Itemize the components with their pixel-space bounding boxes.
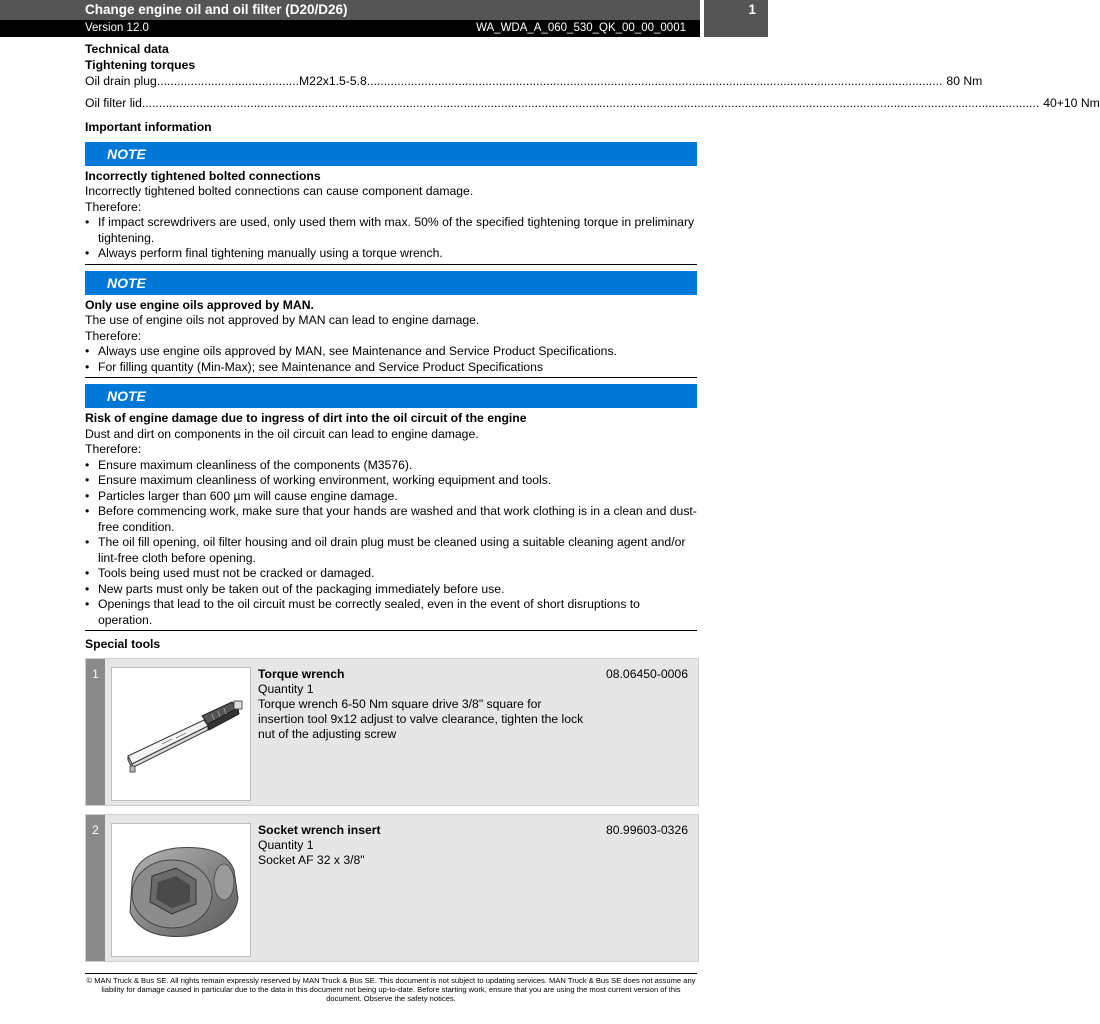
tool-quantity: Quantity 1 (258, 682, 314, 696)
list-item: • Always perform final tightening manually using a torque wrench. (85, 246, 697, 262)
note-text: Incorrectly tightened bolted connections can cause component damage. (85, 184, 474, 198)
version-label: Version 12.0 (85, 22, 149, 34)
list-item: • Always use engine oils approved by MAN, see Maintenance and Service Product Specifications. (85, 344, 697, 360)
list-item: • Tools being used must not be cracked or damaged. (85, 566, 697, 582)
list-item: • For filling quantity (Min-Max); see Maintenance and Service Product Specifications (85, 360, 697, 376)
tool-name: Torque wrench (258, 667, 345, 681)
document-title: Change engine oil and oil filter (D20/D26) (85, 2, 348, 17)
tool-part-number: 80.99603-0326 (605, 823, 688, 837)
torque-wrench-icon (112, 668, 250, 800)
important-info-heading: Important information (85, 120, 212, 134)
copyright-footer: © MAN Truck & Bus SE. All rights remain expressly reserved by MAN Truck & Bus SE. This document is not subject to updating services. MAN Truck & Bus SE does not assume any liability for damage caused in particular due to the data in this document not being up-to-date. Before starting work, ensure that you are using the most current version of this document. Observe the safety notices. (85, 973, 697, 1003)
list-item: • If impact screwdrivers are used, only used them with max. 50% of the specified tightening torque in preliminary tightening. (85, 215, 697, 246)
list-item: • Ensure maximum cleanliness of the components (M3576). (85, 458, 697, 474)
socket-insert-icon (112, 824, 250, 956)
list-item: • New parts must only be taken out of the packaging immediately before use. (85, 582, 697, 598)
special-tools-heading: Special tools (85, 637, 161, 651)
torque-row (85, 95, 1100, 112)
therefore-label: Therefore: (85, 328, 142, 343)
note-title: Incorrectly tightened bolted connections (85, 168, 321, 183)
note-bullets (85, 344, 697, 375)
tool-number: 1 (92, 667, 99, 681)
list-item: • Ensure maximum cleanliness of working environment, working equipment and tools. (85, 473, 697, 489)
main-content (85, 42, 1100, 653)
divider (85, 377, 697, 378)
torque-value: 40+10 Nm (1043, 95, 1100, 110)
leader-dots: ......................................................................................................................................................................................................................................................................... (141, 95, 1040, 110)
note-bullets (85, 215, 697, 262)
tool-image (111, 823, 251, 957)
tool-part-number: 08.06450-0006 (605, 667, 688, 681)
tool-card (85, 658, 699, 806)
page-number: 1 (748, 2, 756, 17)
note-banner: NOTE (85, 384, 697, 408)
list-item: • Openings that lead to the oil circuit must be correctly sealed, even in the event of short disruptions to operation. (85, 597, 697, 628)
page-number-box (704, 0, 768, 37)
divider (85, 630, 697, 631)
list-item: • Before commencing work, make sure that your hands are washed and that work clothing is in a clean and dust-free condition. (85, 504, 697, 535)
list-item: • The oil fill opening, oil filter housing and oil drain plug must be cleaned using a suitable cleaning agent and/or lint-free cloth before opening. (85, 535, 697, 566)
tool-card (85, 814, 699, 962)
torque-value: 80 Nm (946, 74, 983, 88)
tool-name: Socket wrench insert (258, 823, 381, 837)
torque-label: Oil filter lid (85, 95, 142, 110)
list-item: • Particles larger than 600 µm will cause engine damage. (85, 489, 697, 505)
note-banner: NOTE (85, 142, 697, 166)
leader-dots: .......................................... (156, 74, 300, 88)
note-text: Dust and dirt on components in the oil circuit can lead to engine damage. (85, 426, 479, 441)
tool-image (111, 667, 251, 801)
note-text: The use of engine oils not approved by MAN can lead to engine damage. (85, 313, 480, 327)
torque-spec: M22x1.5-5.8 (299, 74, 367, 88)
technical-data-heading: Technical data (85, 42, 169, 56)
therefore-label: Therefore: (85, 199, 142, 214)
note-bullets (85, 458, 697, 629)
note-title: Risk of engine damage due to ingress of dirt into the oil circuit of the engine (85, 411, 527, 425)
note-banner: NOTE (85, 271, 697, 295)
torque-row (85, 74, 983, 90)
tool-number: 2 (92, 823, 99, 837)
therefore-label: Therefore: (85, 442, 142, 456)
note-title: Only use engine oils approved by MAN. (85, 297, 314, 312)
tool-description: Socket AF 32 x 3/8" (258, 853, 365, 867)
leader-dots: .......................................................................................................................................................................... (366, 74, 943, 88)
divider (85, 264, 697, 265)
tool-description: Torque wrench 6-50 Nm square drive 3/8" square for insertion tool 9x12 adjust to valve clearance, tighten the lock nut of the adjusting screw (258, 697, 584, 741)
torque-label: Oil drain plug (85, 74, 157, 88)
tightening-torques-heading: Tightening torques (85, 57, 196, 72)
document-id: WA_WDA_A_060_530_QK_00_00_0001 (476, 22, 686, 34)
tool-quantity: Quantity 1 (258, 838, 314, 852)
